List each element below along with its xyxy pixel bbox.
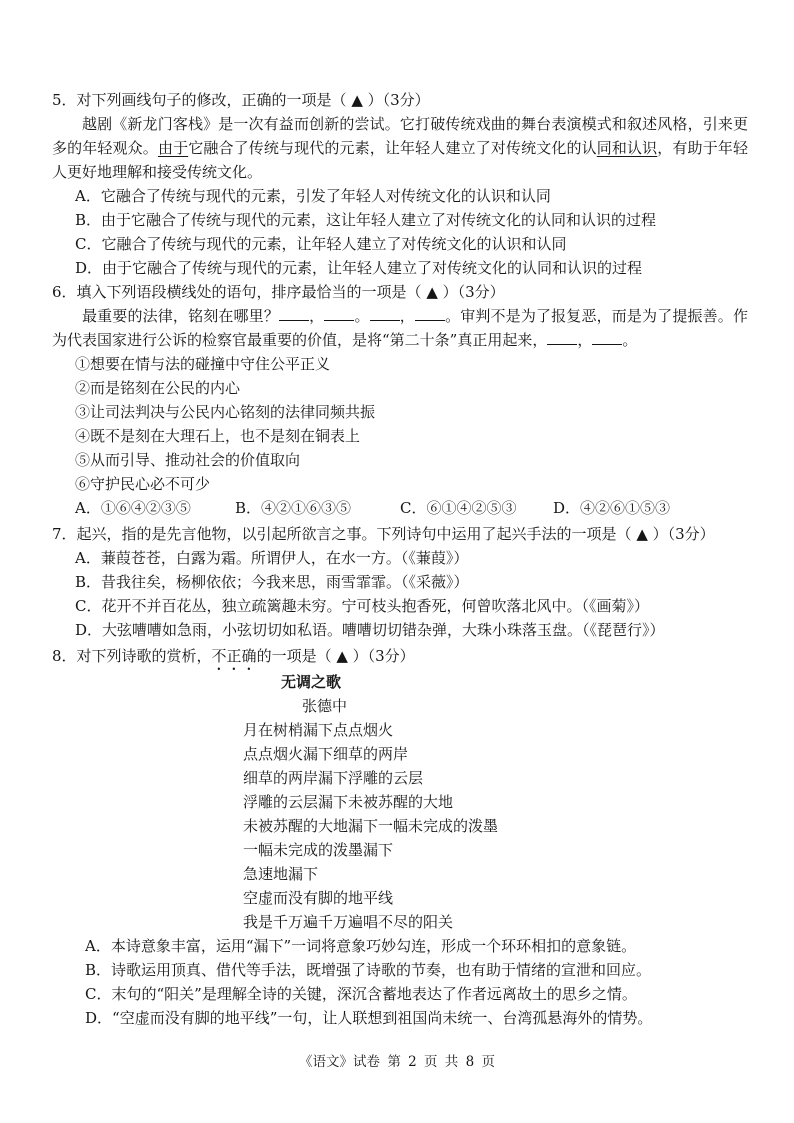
question-7-stem: 7．起兴，指的是先言他物，以引起所欲言之事。下列诗句中运用了起兴手法的一项是（ ▲ ）（3分） [52, 525, 715, 543]
question-6-item-5: ⑤从而引导、推动社会的价值取向 [75, 451, 301, 469]
exam-page-content [52, 88, 748, 1030]
passage-text: 越剧《新龙门客栈》是一次有益而创新的尝试。它打破传统戏曲的舞台表演模式和叙述风格，引来更多的年轻观众。 [52, 115, 748, 157]
poem-line: 浮雕的云层漏下未被苏醒的大地 [243, 793, 454, 811]
question-6-item-4: ④既不是刻在大理石上，也不是刻在铜表上 [75, 427, 361, 445]
stem-text: 8．对下列诗歌的赏析， [52, 647, 212, 665]
poem-line: 一幅未完成的泼墨漏下 [243, 841, 394, 859]
fill-blank [547, 330, 577, 345]
question-8-option-d: D．“空虚而没有脚的地平线”一句，让人联想到祖国尚未统一、台湾孤悬海外的情势。 [85, 1009, 653, 1027]
fill-blank [370, 306, 400, 321]
poem-line: 我是千万遍千万遍唱不尽的阳关 [243, 913, 454, 931]
poem-title: 无调之歌 [281, 673, 342, 691]
poem-line: 月在树梢漏下点点烟火 [243, 721, 394, 739]
question-6-item-2: ②而是铭刻在公民的内心 [75, 379, 241, 397]
question-6-item-1: ①想要在情与法的碰撞中守住公平正义 [75, 355, 331, 373]
question-6-item-6: ⑥守护民心必不可少 [75, 475, 211, 493]
question-5-option-a: A．它融合了传统与现代的元素，引发了年轻人对传统文化的认识和认同 [75, 187, 551, 205]
question-5-passage [52, 112, 748, 184]
passage-text: 。 [622, 331, 638, 349]
passage-text: ， [308, 307, 325, 325]
fill-blank [592, 330, 622, 345]
poem-author: 张德中 [302, 697, 348, 715]
question-6-passage [52, 304, 748, 352]
question-7-option-b: B．昔我往矣，杨柳依依；今我来思，雨雪霏霏。（《采薇》） [75, 573, 469, 591]
question-8-option-b: B．诗歌运用顶真、借代等手法，既增强了诗歌的节奏，也有助于情绪的宣泄和回应。 [85, 961, 652, 979]
question-8-option-c: C．末句的“阳关”是理解全诗的关键，深沉含蓄地表达了作者远离故土的思乡之情。 [85, 985, 637, 1003]
poem-line: 未被苏醒的大地漏下一幅未完成的泼墨 [243, 817, 499, 835]
poem-line: 细草的两岸漏下浮雕的云层 [243, 769, 424, 787]
poem-line: 空虚而没有脚的地平线 [243, 889, 394, 907]
question-8-stem [52, 644, 748, 668]
page-footer: 《语文》试卷 第 2 页 共 8 页 [299, 1054, 495, 1070]
passage-text: 。 [354, 307, 370, 325]
question-6-stem: 6．填入下列语段横线处的语句，排序最恰当的一项是（ ▲ ）（3分） [52, 283, 505, 301]
question-6-item-3: ③让司法判决与公民内心铭刻的法律同频共振 [75, 403, 376, 421]
emphasized-text: 不正确 [211, 647, 257, 665]
fill-blank [279, 306, 309, 321]
passage-text: 最重要的法律，铭刻在哪里？ [82, 307, 279, 325]
poem-line: 点点烟火漏下细草的两岸 [243, 745, 409, 763]
stem-text: 的一项是（ ▲ ）（3分） [256, 647, 415, 665]
question-6-option-c: C．⑥①④②⑤③ [400, 499, 517, 517]
underlined-text: 由于 [157, 139, 189, 157]
question-6-options-row [52, 496, 748, 520]
question-6-option-d: D．④②⑥①⑤③ [553, 499, 671, 517]
question-7-option-a: A．蒹葭苍苍，白露为霜。所谓伊人，在水一方。（《蒹葭》） [75, 549, 469, 567]
question-5-option-c: C．它融合了传统与现代的元素，让年轻人建立了对传统文化的认识和认同 [75, 235, 567, 253]
passage-text: ，有助于年轻人更好地理解和接受传统文化。 [52, 139, 748, 181]
fill-blank [415, 306, 445, 321]
question-7-option-c: C．花开不并百花丛，独立疏篱趣未穷。宁可枝头抱香死，何曾吹落北风中。（《画菊》） [75, 597, 649, 615]
passage-text: ， [577, 331, 593, 349]
underlined-text: 同和认识 [596, 139, 658, 157]
question-5-stem: 5．对下列画线句子的修改，正确的一项是（ ▲ ）（3分） [52, 91, 430, 109]
poem-line: 急速地漏下 [243, 865, 319, 883]
question-7-option-d: D．大弦嘈嘈如急雨，小弦切切如私语。嘈嘈切切错杂弹，大珠小珠落玉盘。（《琵琶行》） [75, 621, 665, 639]
question-6-option-b: B．④②①⑥③⑤ [235, 499, 352, 517]
question-6-option-a: A．①⑥④②③⑤ [75, 499, 191, 517]
question-5-option-b: B．由于它融合了传统与现代的元素，这让年轻人建立了对传统文化的认同和认识的过程 [75, 211, 657, 229]
question-5-option-d: D．由于它融合了传统与现代的元素，让年轻人建立了对传统文化的认同和认识的过程 [75, 259, 643, 277]
passage-text: ， [399, 307, 415, 325]
fill-blank [324, 306, 354, 321]
question-8-option-a: A．本诗意象丰富，运用“漏下”一词将意象巧妙勾连，形成一个环环相扣的意象链。 [85, 937, 637, 955]
passage-text: 它融合了传统与现代的元素，让年轻人建立了对传统文化的认 [188, 139, 597, 157]
passage-text: 。审判不是为了报复恶，而是为了提振善。作为代表国家进行公诉的检察官最重要的价值，是将“第二十条”真正用起来， [52, 307, 748, 349]
